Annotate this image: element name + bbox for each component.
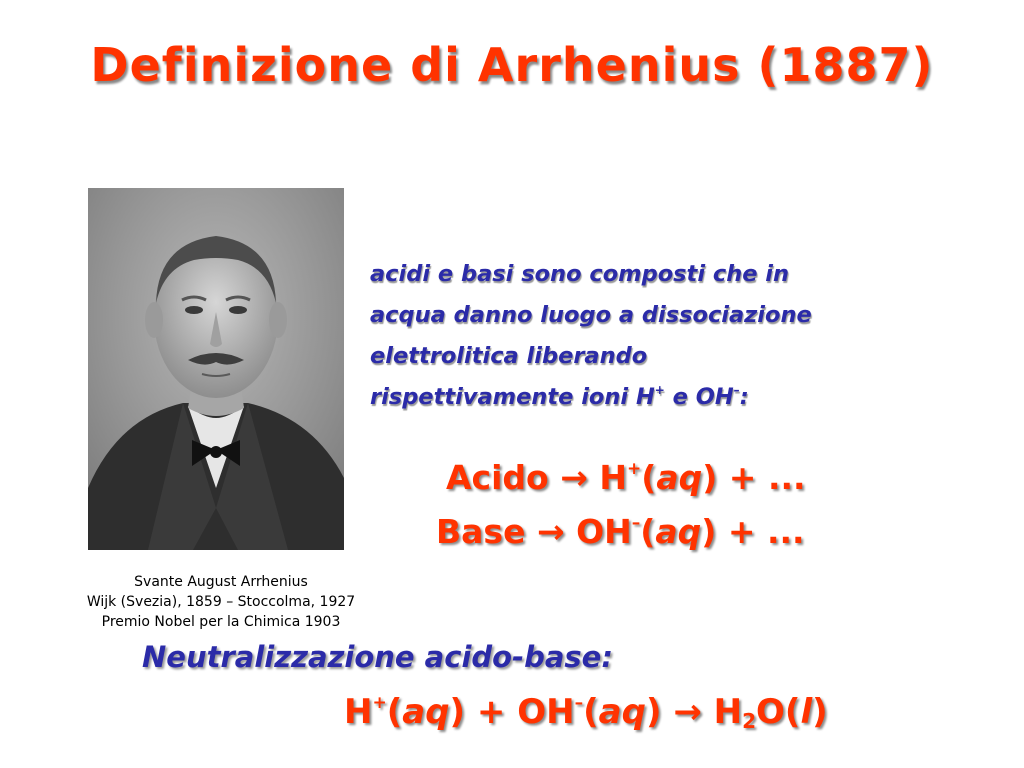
base-state: aq (655, 512, 702, 551)
n-oh-charge: – (574, 693, 584, 713)
n-oh-ion: OH (517, 692, 575, 732)
caption-life: Wijk (Svezia), 1859 – Stoccolma, 1927 (86, 594, 356, 610)
neutralization-heading: Neutralizzazione acido-base: (142, 640, 613, 674)
water-close: ) (812, 692, 828, 732)
base-label: Base (436, 512, 526, 551)
caption-name: Svante August Arrhenius (134, 574, 308, 590)
h-charge: + (654, 383, 665, 397)
portrait-image (88, 188, 344, 550)
n-paren-1: ( (386, 692, 403, 732)
definition-ions-text: rispettivamente ioni H (370, 384, 655, 410)
water-subscript: 2 (742, 709, 757, 733)
acid-label: Acido (446, 458, 549, 497)
definition-line-3: elettrolitica liberando (370, 343, 648, 369)
n-plus: ) + (449, 692, 518, 732)
slide-title: Definizione di Arrhenius (1887) (90, 38, 934, 92)
water-h: H (713, 692, 743, 732)
water-o: O( (756, 692, 801, 732)
n-h-ion: H (344, 692, 373, 732)
n-state-2: aq (598, 692, 646, 732)
base-rest: ) + ... (701, 512, 805, 551)
definition-line-2: acqua danno luogo a dissociazione (370, 302, 812, 328)
base-paren: ( (640, 512, 656, 551)
neutralization-equation (344, 692, 828, 732)
acid-ion: H (599, 458, 627, 497)
arrhenius-portrait (88, 188, 344, 550)
n-paren-2: ( (583, 692, 599, 732)
acid-state: aq (656, 458, 703, 497)
arrow-icon: → (536, 512, 565, 551)
base-ion-charge: – (631, 513, 641, 533)
definition-colon: : (739, 384, 749, 410)
definition-line-4 (370, 377, 930, 418)
portrait-caption (48, 572, 394, 632)
caption-award: Premio Nobel per la Chimica 1903 (101, 614, 341, 630)
oh-charge: – (733, 383, 740, 397)
water-state: l (800, 692, 813, 732)
acid-ion-charge: + (627, 459, 642, 479)
n-h-charge: + (372, 693, 387, 713)
arrhenius-definition (370, 254, 930, 418)
base-equation (436, 512, 805, 551)
base-ion: OH (576, 512, 632, 551)
acid-paren: ( (641, 458, 657, 497)
n-state-1: aq (402, 692, 450, 732)
arrow-icon: → (560, 458, 588, 497)
n-arrow: ) → (645, 692, 714, 732)
acid-rest: ) + ... (702, 458, 806, 497)
definition-line-1: acidi e basi sono composti che in (370, 261, 790, 287)
acid-equation (446, 458, 806, 497)
definition-oh-text: e OH (664, 384, 734, 410)
